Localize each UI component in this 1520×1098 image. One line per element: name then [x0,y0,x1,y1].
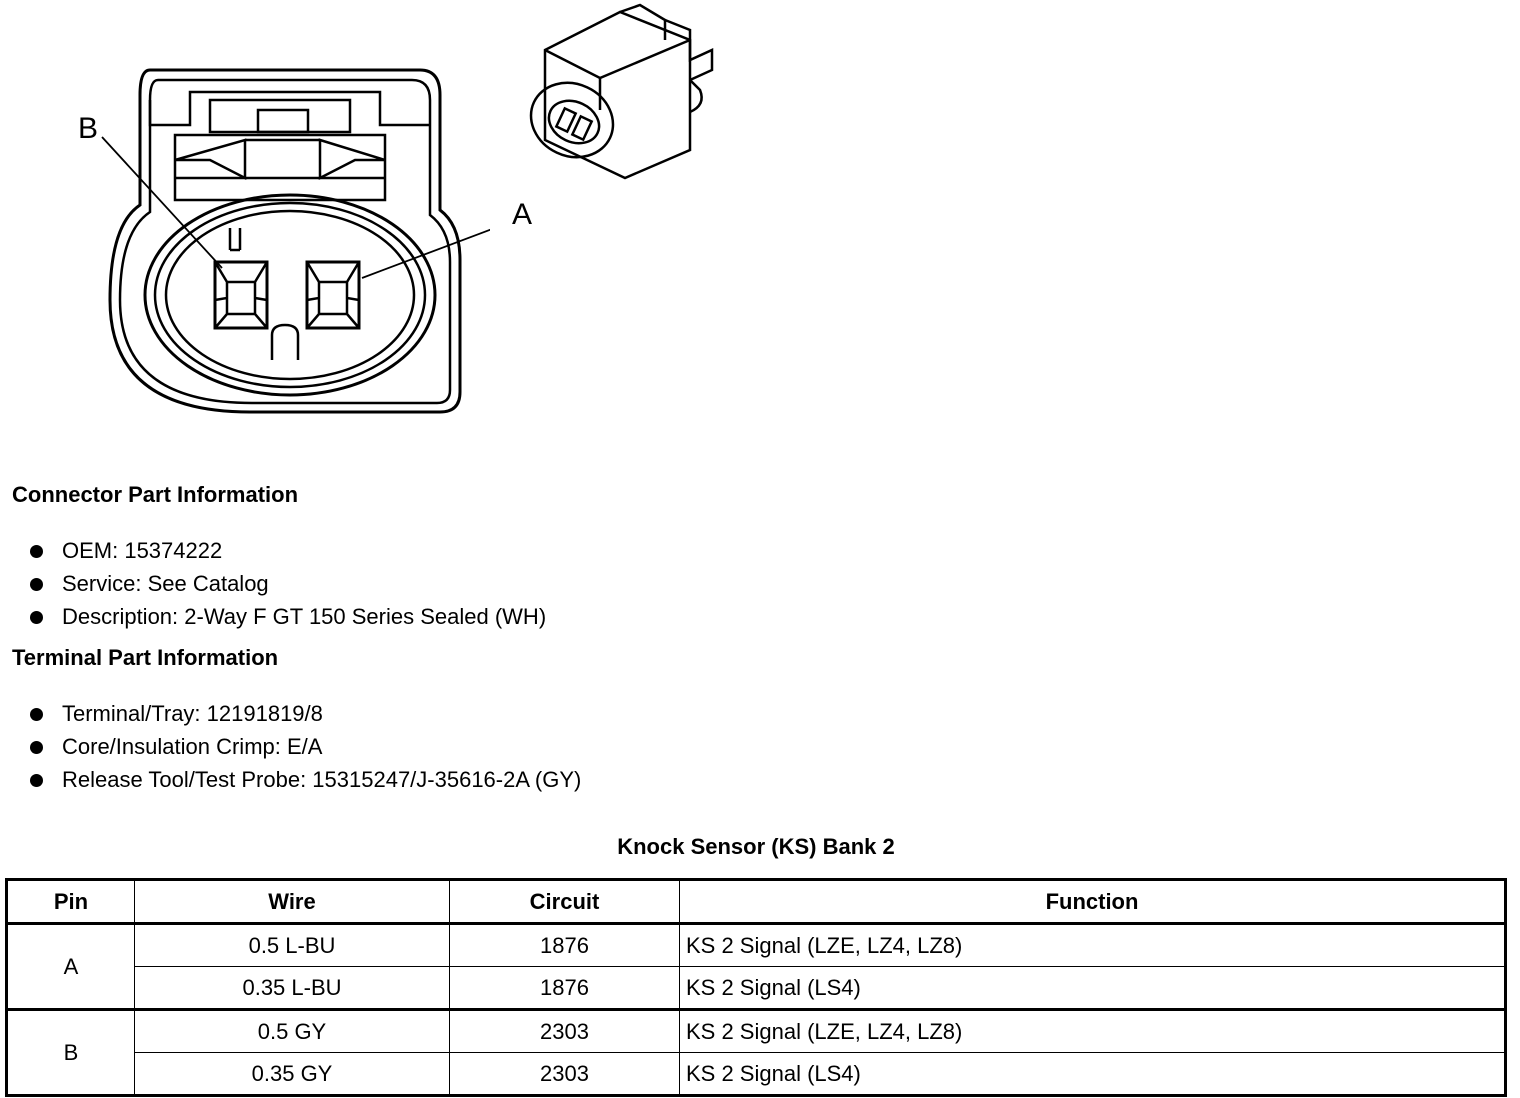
bullet-icon [30,578,43,591]
callout-label-a: A [512,198,533,231]
pinout-table-title: Knock Sensor (KS) Bank 2 [617,834,895,859]
bullet-icon [30,774,43,787]
bullet-icon [30,611,43,624]
column-header-wire: Wire [135,880,450,924]
bullet-icon [30,741,43,754]
circuit-cell: 1876 [450,924,680,967]
column-header-pin: Pin [7,880,135,924]
pin-cell: B [7,1010,135,1096]
table-row [7,1010,1506,1053]
connector-info-list [28,534,546,633]
list-item-text: Core/Insulation Crimp: E/A [62,734,323,759]
list-item-text: OEM: 15374222 [62,538,223,563]
bullet-icon [30,545,43,558]
connector-isometric-drawing [520,0,730,190]
circuit-cell: 2303 [450,1053,680,1096]
list-item-text: Release Tool/Test Probe: 15315247/J-35616-2A (GY) [62,767,582,792]
list-item [28,730,581,763]
list-item-text: Terminal/Tray: 12191819/8 [62,701,323,726]
function-cell: KS 2 Signal (LZE, LZ4, LZ8) [680,1010,1506,1053]
function-cell: KS 2 Signal (LZE, LZ4, LZ8) [680,924,1506,967]
wire-cell: 0.5 GY [135,1010,450,1053]
list-item [28,534,546,567]
wire-cell: 0.35 L-BU [135,967,450,1010]
list-item [28,567,546,600]
table-row [7,1053,1506,1096]
pinout-table [5,878,1507,1097]
terminal-info-heading: Terminal Part Information [12,645,279,670]
wire-cell: 0.5 L-BU [135,924,450,967]
callout-label-b: B [78,112,99,145]
wire-cell: 0.35 GY [135,1053,450,1096]
connector-info-heading: Connector Part Information [12,482,299,507]
list-item [28,600,546,633]
list-item-text: Service: See Catalog [62,571,269,596]
bullet-icon [30,708,43,721]
connector-face-view-drawing [70,60,490,430]
circuit-cell: 2303 [450,1010,680,1053]
list-item-text: Description: 2-Way F GT 150 Series Sealed (WH) [62,604,547,629]
column-header-circuit: Circuit [450,880,680,924]
function-cell: KS 2 Signal (LS4) [680,967,1506,1010]
column-header-function: Function [680,880,1506,924]
list-item [28,763,581,796]
terminal-info-list [28,697,581,796]
pin-cell: A [7,924,135,1010]
table-row [7,967,1506,1010]
circuit-cell: 1876 [450,967,680,1010]
table-row [7,924,1506,967]
table-header-row [7,880,1506,924]
list-item [28,697,581,730]
function-cell: KS 2 Signal (LS4) [680,1053,1506,1096]
